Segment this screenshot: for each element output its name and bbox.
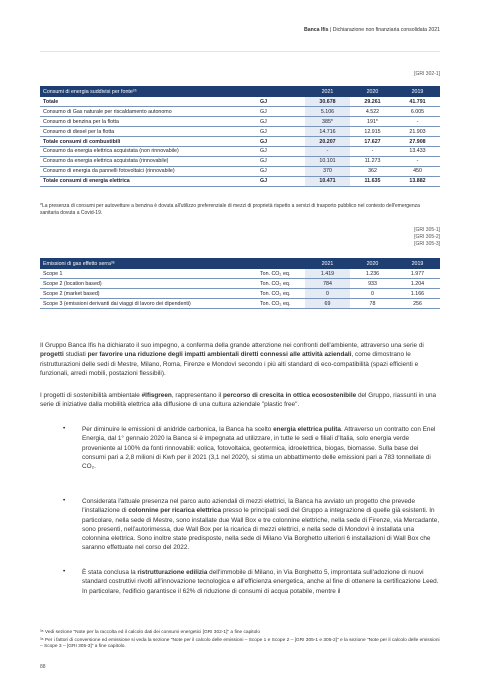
emissions-row (40, 299, 440, 309)
emissions-cell-unit: Ton. CO₂ eq. (257, 289, 305, 299)
energy-cell-value-2019: 13.882 (395, 176, 440, 186)
emissions-cell-unit: Ton. CO₂ eq. (257, 279, 305, 289)
energy-cell-value-2019: 27.908 (395, 137, 440, 147)
paragraph-ifisgreen (40, 391, 442, 410)
energy-cell-value-2021: - (305, 146, 350, 156)
energy-cell-unit: GJ (257, 137, 305, 147)
energy-cell-value-2021: 14.716 (305, 127, 350, 137)
energy-row (40, 97, 440, 107)
emissions-col-2019: 2019 (395, 258, 440, 269)
energy-cell-label: Consumo di benzina per la flotta (40, 117, 257, 127)
energy-cell-value-2020: 29.261 (350, 97, 395, 107)
bullet-1-text-2: . Attraverso un contratto con Enel Energia, dal 1° gennaio 2020 la Banca si è impegnata ad utilizzare, in tutte le sedi e filiali d'Italia, solo energia verde proveniente al 100% da fonti rinnovabili: eolica, fotovoltaica, geotermica, idroelettrica, biogas, biomasse. Sulla base dei consumi pari a 2,8 milioni di Kwh per il 2021 (3,1 nel 2020), si stima un abbattimento delle emissioni pari a 783 tonnellate di CO₂. (82, 426, 436, 471)
emissions-cell-value-2020: 78 (350, 299, 395, 309)
bullet-marker-2: • (63, 497, 66, 504)
energy-cell-label: Consumo di diesel per la flotta (40, 127, 257, 137)
energy-cell-value-2020: 11.273 (350, 156, 395, 166)
footnote-36: ³⁶ Per i fattori di conversione ed emissione si veda la sezione "Note per il calcolo delle emissioni – Scope 1 e Scope 2 – [GRI 305-1 e 305-2]" e la sezione "Note per il calcolo delle emissioni – Scope 3 – [GRI 305-3]" a fine capitolo. (40, 638, 440, 650)
bullet-2-bold: colonnine per ricarica elettrica (128, 507, 222, 515)
energy-cell-unit: GJ (257, 97, 305, 107)
paragraph-ifisgreen-text-3: del Gruppo, riassunti in una serie di iniziative dalla mobilità elettrica alla diffusione di una cultura aziendale "plastic free". (40, 392, 437, 409)
emissions-cell-value-2021: 784 (305, 279, 350, 289)
page-header (304, 27, 440, 33)
emissions-cell-value-2021: 69 (305, 299, 350, 309)
energy-cell-value-2019: 450 (395, 166, 440, 176)
energy-cell-value-2021: 5.106 (305, 107, 350, 117)
energy-cell-value-2021: 30.678 (305, 97, 350, 107)
energy-cell-value-2021: 385* (305, 117, 350, 127)
emissions-cell-value-2019: 256 (395, 299, 440, 309)
bullet-2-text-2: presso le principali sedi del Gruppo a integrazione di quelle già esistenti. In particolare, nella sede di Mestre, sono installate due Wall Box e tre colonnine elettriche, nella sede di Firenze, via Mercadante, sono presenti, nell'autorimessa, due Wall Box per la ricarica di mezzi elettrici, e nella sede di Mondovì è installata una colonnina elettrica. Sono inoltre state predisposte, nella sede di Milano Via Borghetto ulteriori 6 installazioni di Wall Box che saranno effettuate nel corso del 2022. (82, 507, 440, 552)
energy-col-2021: 2021 (305, 86, 350, 97)
header-separator: | (328, 27, 333, 33)
energy-row (40, 176, 440, 186)
energy-cell-value-2020: - (350, 146, 395, 156)
paragraph-ifisgreen-bold: percorso di crescita in ottica ecosostenibile (222, 392, 357, 399)
energy-cell-label: Consumo da energia elettrica acquistata (non rinnovabile) (40, 146, 257, 156)
bullet-2-text: Considerata l'attuale presenza nel parco auto aziendali di mezzi elettrici, la Banca ha avviato un progetto che prevede l'installazione di (82, 498, 416, 515)
emissions-cell-value-2021: 1.419 (305, 269, 350, 279)
emissions-cell-label: Scope 2 (location based) (40, 279, 257, 289)
energy-cell-value-2019: 6.005 (395, 107, 440, 117)
emissions-cell-label: Scope 1 (40, 269, 257, 279)
header-divider (40, 51, 440, 52)
energy-table (40, 86, 440, 187)
energy-col-2020: 2020 (350, 86, 395, 97)
energy-col-label: Consumi di energia suddivisi per fonte³⁵ (40, 86, 257, 97)
energy-cell-value-2019: 41.791 (395, 97, 440, 107)
energy-col-unit (257, 86, 305, 97)
energy-cell-unit: GJ (257, 176, 305, 186)
energy-cell-value-2020: 17.627 (350, 137, 395, 147)
emissions-row (40, 289, 440, 299)
bullet-1-text: Per diminuire le emissioni di anidride carbonica, la Banca ha scelto (82, 426, 274, 433)
emissions-cell-value-2021: 0 (305, 289, 350, 299)
energy-cell-value-2019: - (395, 117, 440, 127)
bullet-marker-1: • (63, 425, 66, 432)
emissions-cell-value-2020: 1.236 (350, 269, 395, 279)
energy-cell-value-2020: 11.635 (350, 176, 395, 186)
energy-cell-unit: GJ (257, 146, 305, 156)
emissions-gri-reference (414, 227, 440, 249)
footnote-35: ³⁵ Vedi sezione "Note per la raccolta ed il calcolo dati dei consumi energetici [GRI 302-1]" a fine capitolo (40, 630, 261, 635)
energy-cell-value-2020: 12.915 (350, 127, 395, 137)
energy-cell-value-2020: 191* (350, 117, 395, 127)
emissions-col-2020: 2020 (350, 258, 395, 269)
emissions-col-label: Emissioni di gas effetto serra³⁶ (40, 258, 257, 269)
paragraph-ifisgreen-text: I progetti di sostenibilità ambientale (40, 392, 142, 399)
energy-cell-unit: GJ (257, 107, 305, 117)
paragraph-intro-bold-2: per favorire una riduzione degli impatti ambientali diretti connessi alle attività aziendali (87, 351, 352, 359)
bullet-energia-pulita (82, 425, 442, 471)
energy-cell-label: Totale (40, 97, 257, 107)
energy-row (40, 156, 440, 166)
emissions-table (40, 258, 440, 309)
paragraph-ifisgreen-text-2: , rappresentano il (171, 392, 223, 399)
gri-302-1: [GRI 302-1] (414, 71, 440, 77)
bullet-3-text-2: dell'immobile di Milano, in Via Borghetto 5, improntata sull'adozione di nuovi standard costruttivi rivolti all'innovazione tecnologica e all'efficienza energetica, anche al fine di ottenere la certificazione Leed. In particolare, l'edificio garantisce il 62% di riduzione di consumi di acqua potabile, mentre il (82, 569, 439, 595)
gri-305-1: [GRI 305-1] (414, 227, 440, 233)
emissions-cell-value-2019: 1.977 (395, 269, 440, 279)
emissions-cell-label: Scope 3 (emissioni derivanti dai viaggi di lavoro dei dipendenti) (40, 299, 257, 309)
emissions-cell-value-2019: 1.166 (395, 289, 440, 299)
paragraph-intro (40, 341, 442, 378)
energy-row (40, 166, 440, 176)
page-footnotes (40, 630, 442, 653)
energy-cell-label: Totale consumi di combustibili (40, 137, 257, 147)
header-title: Dichiarazione non finanziaria consolidata 2021 (332, 27, 440, 33)
emissions-col-unit (257, 258, 305, 269)
energy-row (40, 127, 440, 137)
energy-table-footnote: *La presenza di consumi per autovetture a benzina è dovuta all'utilizzo preferenziale di mezzi di proprietà rispetto a servizi di trasporto pubblico nel contesto dell'emergenza sanitaria dovuta a Covid-19. (40, 203, 420, 216)
emissions-table-body (40, 269, 440, 309)
energy-cell-value-2019: 21.903 (395, 127, 440, 137)
emissions-cell-label: Scope 2 (market based) (40, 289, 257, 299)
energy-cell-unit: GJ (257, 166, 305, 176)
bullet-3-bold: ristrutturazione edilizia (137, 569, 208, 576)
energy-row (40, 117, 440, 127)
bullet-marker-3: • (63, 568, 66, 575)
emissions-table-header (40, 258, 440, 269)
gri-305-2: [GRI 305-2] (414, 234, 440, 241)
energy-cell-value-2020: 362 (350, 166, 395, 176)
energy-gri-reference (414, 71, 440, 78)
paragraph-intro-text: Il Gruppo Banca Ifis ha dichiarato il suo impegno, a conferma della grande attenzione nei confronti dell'ambiente, attraverso una serie di (40, 342, 424, 349)
energy-col-2019: 2019 (395, 86, 440, 97)
bullet-ristrutturazione (82, 568, 442, 596)
energy-cell-value-2021: 370 (305, 166, 350, 176)
emissions-row (40, 279, 440, 289)
energy-row (40, 137, 440, 147)
energy-row (40, 107, 440, 117)
emissions-cell-value-2020: 933 (350, 279, 395, 289)
emissions-cell-value-2020: 0 (350, 289, 395, 299)
energy-cell-value-2020: 4.522 (350, 107, 395, 117)
bullet-3-text: È stata conclusa la (82, 569, 138, 576)
energy-cell-value-2019: - (395, 156, 440, 166)
gri-305-3: [GRI 305-3] (414, 241, 440, 248)
paragraph-intro-bold-1: progetti (40, 351, 64, 359)
energy-cell-label: Consumo da energia elettrica acquistata (rinnovabile) (40, 156, 257, 166)
energy-cell-value-2019: 13.433 (395, 146, 440, 156)
energy-cell-label: Consumo di energia da pannelli fotovoltaici (rinnovabile) (40, 166, 257, 176)
header-brand: Banca Ifis (303, 27, 329, 33)
page-number: 88 (40, 664, 46, 670)
emissions-col-2021: 2021 (305, 258, 350, 269)
energy-cell-unit: GJ (257, 127, 305, 137)
energy-table-body (40, 97, 440, 186)
emissions-cell-value-2019: 1.204 (395, 279, 440, 289)
energy-cell-value-2021: 10.101 (305, 156, 350, 166)
emissions-row (40, 269, 440, 279)
paragraph-intro-text-2: studiati (63, 351, 88, 359)
energy-cell-unit: GJ (257, 156, 305, 166)
energy-cell-label: Consumo di Gas naturale per riscaldamento autonomo (40, 107, 257, 117)
energy-cell-value-2021: 10.471 (305, 176, 350, 186)
energy-cell-label: Totale consumi di energia elettrica (40, 176, 257, 186)
energy-cell-unit: GJ (257, 117, 305, 127)
paragraph-intro-text-3: , come dimostrano le ristrutturazioni delle sedi di Mestre, Milano, Roma, Firenze e Mondovì secondo i più alti standard di eco-compatibilità (spazi efficienti e funzionali, arredi mobili, postazioni flessibili). (40, 351, 419, 377)
bullet-1-bold: energia elettrica pulita (273, 426, 341, 433)
energy-table-header (40, 86, 440, 97)
energy-row (40, 146, 440, 156)
paragraph-ifisgreen-hashtag: #Ifisgreen (141, 392, 172, 399)
emissions-cell-unit: Ton. CO₂ eq. (257, 269, 305, 279)
emissions-cell-unit: Ton. CO₂ eq. (257, 299, 305, 309)
bullet-colonnine (82, 497, 442, 553)
energy-cell-value-2021: 20.207 (305, 137, 350, 147)
